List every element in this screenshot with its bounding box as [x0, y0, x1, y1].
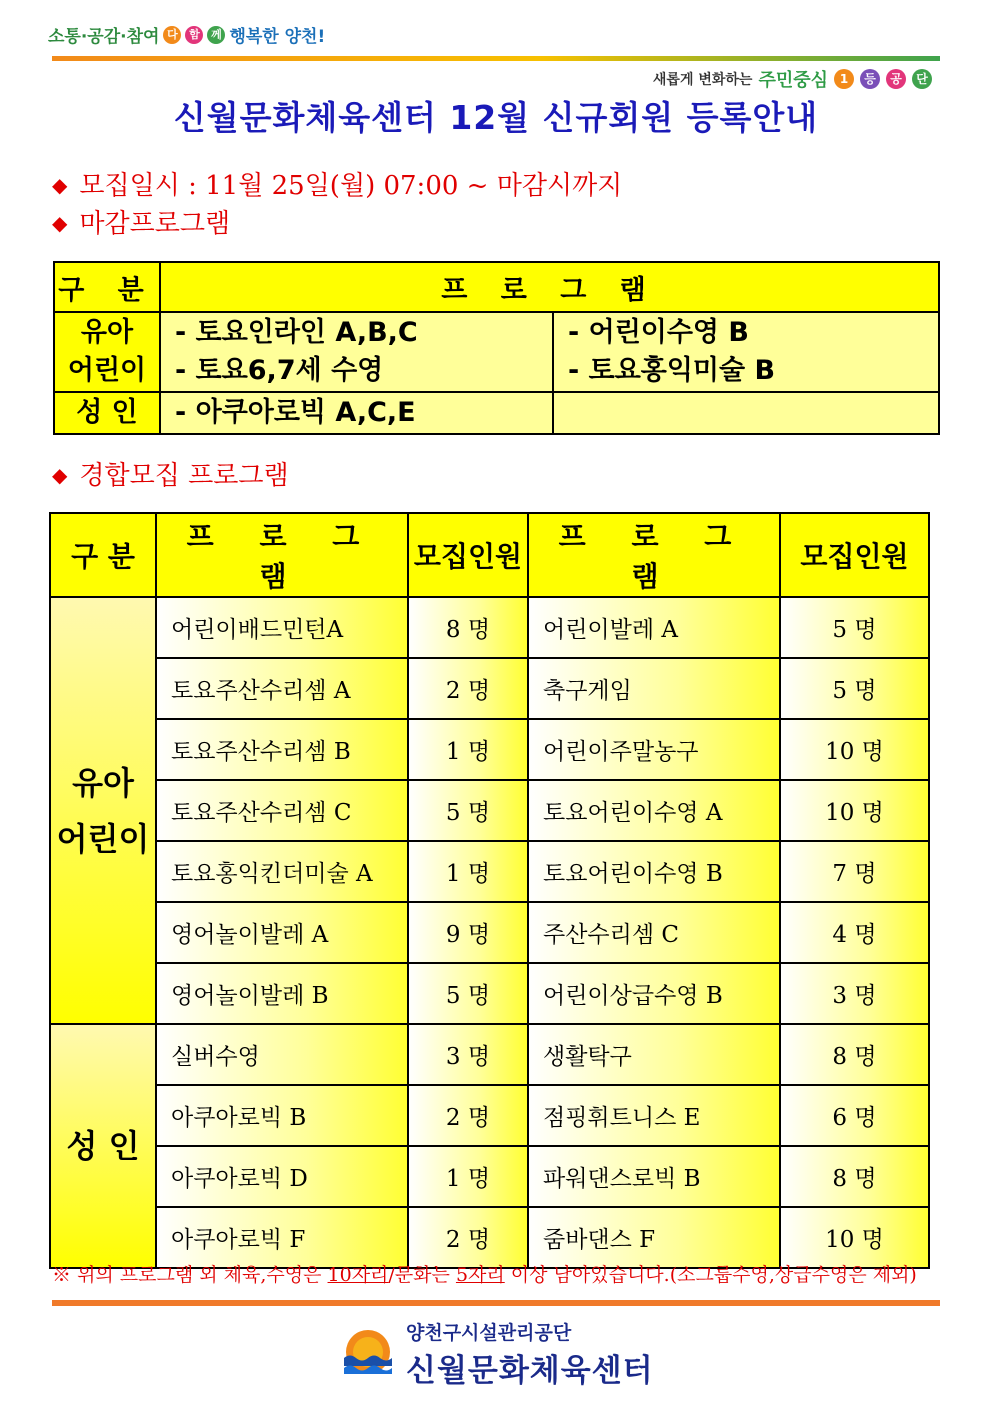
group-cell: 유아 어린이 — [54, 312, 160, 392]
note-part: /문화는 — [388, 1264, 450, 1286]
open-heading — [52, 455, 289, 492]
program-name-cell: 어린이주말농구 — [528, 719, 780, 780]
capacity-cell: 9 명 — [408, 902, 528, 963]
program-name-cell: 토요주산수리셈 A — [156, 658, 408, 719]
sun-wave-logo-icon — [340, 1326, 396, 1382]
capacity-cell: 10 명 — [780, 780, 929, 841]
table-row — [50, 597, 929, 658]
open-program-table — [49, 512, 930, 1269]
table-row — [50, 1085, 929, 1146]
program-name-cell: 토요어린이수영 B — [528, 841, 780, 902]
sub-slogan — [653, 66, 932, 92]
sub-slogan-highlight: 주민중심 — [758, 70, 828, 91]
diamond-icon: ◆ — [52, 173, 68, 197]
program-name-cell: 아쿠아로빅 F — [156, 1207, 408, 1268]
recruit-date-line — [52, 165, 622, 202]
slogan-suffix: 행복한 양천! — [229, 27, 326, 47]
top-divider — [52, 56, 940, 61]
table-row — [50, 658, 929, 719]
program-name-cell: 토요홍익킨더미술 A — [156, 841, 408, 902]
capacity-cell: 5 명 — [780, 597, 929, 658]
table-row — [50, 1207, 929, 1268]
table-row — [50, 902, 929, 963]
header-cell: 구 분 — [50, 513, 156, 597]
note-part: 이상 남아있습니다.(소그룹수영,상급수영은 제외) — [510, 1264, 917, 1286]
capacity-cell: 1 명 — [408, 841, 528, 902]
diamond-icon: ◆ — [52, 463, 68, 487]
program-name-cell: 어린이배드민턴A — [156, 597, 408, 658]
header-cell: 모집인원 — [780, 513, 929, 597]
group-cell: 유아 어린이 — [50, 597, 156, 1024]
recruit-date-text: 모집일시 : 11월 25일(월) 07:00 ~ 마감시까지 — [79, 171, 623, 201]
footnote — [52, 1260, 917, 1287]
program-name-cell: 실버수영 — [156, 1024, 408, 1085]
capacity-cell: 8 명 — [780, 1024, 929, 1085]
header-cell: 프 로 그 램 — [160, 262, 939, 312]
capacity-cell: 10 명 — [780, 1207, 929, 1268]
program-item: - 토요홍익미술 B — [568, 355, 776, 386]
program-name-cell: 영어놀이발레 B — [156, 963, 408, 1024]
program-name-cell: 축구게임 — [528, 658, 780, 719]
note-underline: 5자리 — [455, 1264, 505, 1286]
group-cell: 성 인 — [50, 1024, 156, 1268]
header-cell: 모집인원 — [408, 513, 528, 597]
capacity-cell: 2 명 — [408, 1085, 528, 1146]
note-mark: ※ — [52, 1264, 72, 1286]
header-cell: 프 로 그 램 — [156, 513, 408, 597]
program-item: - 토요6,7세 수영 — [175, 355, 384, 386]
program-name-cell: 영어놀이발레 A — [156, 902, 408, 963]
capacity-cell: 5 명 — [408, 780, 528, 841]
capacity-cell: 3 명 — [408, 1024, 528, 1085]
sub-badge-1: 1 — [834, 69, 854, 89]
capacity-cell: 5 명 — [408, 963, 528, 1024]
slogan-badge-2: 함 — [185, 26, 203, 44]
note-part: 위의 프로그램 외 체육,수영은 — [77, 1264, 322, 1286]
capacity-cell: 10 명 — [780, 719, 929, 780]
footer — [340, 1318, 654, 1390]
sub-badge-4: 단 — [912, 69, 932, 89]
program-name-cell: 점핑휘트니스 E — [528, 1085, 780, 1146]
program-cell — [553, 312, 939, 392]
program-name-cell: 토요주산수리셈 C — [156, 780, 408, 841]
table-row — [50, 1024, 929, 1085]
program-item: - 어린이수영 B — [568, 317, 749, 348]
program-name-cell: 생활탁구 — [528, 1024, 780, 1085]
table-row — [50, 1146, 929, 1207]
closed-heading-text: 마감프로그램 — [79, 209, 231, 239]
bottom-divider — [52, 1300, 940, 1306]
program-name-cell: 줌바댄스 F — [528, 1207, 780, 1268]
page-title: 신월문화체육센터 12월 신규회원 등록안내 — [173, 98, 819, 137]
capacity-cell: 2 명 — [408, 1207, 528, 1268]
note-underline: 10자리 — [327, 1264, 389, 1286]
capacity-cell: 3 명 — [780, 963, 929, 1024]
open-heading-text: 경합모집 프로그램 — [79, 461, 289, 491]
capacity-cell: 8 명 — [780, 1146, 929, 1207]
header-cell: 구 분 — [54, 262, 160, 312]
header-slogan — [48, 22, 325, 47]
group-cell: 성 인 — [54, 392, 160, 434]
program-item: - 아쿠아로빅 A,C,E — [175, 397, 416, 428]
capacity-cell: 1 명 — [408, 1146, 528, 1207]
sub-badge-2: 등 — [860, 69, 880, 89]
capacity-cell: 1 명 — [408, 719, 528, 780]
program-name-cell: 파워댄스로빅 B — [528, 1146, 780, 1207]
program-cell — [160, 392, 553, 434]
footer-center: 신월문화체육센터 — [406, 1353, 654, 1389]
program-name-cell: 토요어린이수영 A — [528, 780, 780, 841]
slogan-badge-3: 께 — [207, 26, 225, 44]
capacity-cell: 4 명 — [780, 902, 929, 963]
diamond-icon: ◆ — [52, 211, 68, 235]
capacity-cell: 2 명 — [408, 658, 528, 719]
slogan-badge-1: 다 — [163, 26, 181, 44]
capacity-cell: 6 명 — [780, 1085, 929, 1146]
table-row — [50, 780, 929, 841]
table-row — [50, 719, 929, 780]
footer-org: 양천구시설관리공단 — [406, 1322, 572, 1344]
capacity-cell: 5 명 — [780, 658, 929, 719]
program-name-cell: 어린이발레 A — [528, 597, 780, 658]
closed-heading — [52, 203, 230, 240]
program-item: - 토요인라인 A,B,C — [175, 317, 418, 348]
program-name-cell: 주산수리셈 C — [528, 902, 780, 963]
closed-program-table — [53, 261, 940, 435]
slogan-prefix: 소통·공감·참여 — [48, 27, 160, 47]
program-name-cell: 어린이상급수영 B — [528, 963, 780, 1024]
sub-slogan-prefix: 새롭게 변화하는 — [652, 72, 753, 88]
capacity-cell: 7 명 — [780, 841, 929, 902]
table-row — [50, 963, 929, 1024]
program-cell — [553, 392, 939, 434]
capacity-cell: 8 명 — [408, 597, 528, 658]
sub-badge-3: 공 — [886, 69, 906, 89]
program-name-cell: 아쿠아로빅 B — [156, 1085, 408, 1146]
header-cell: 프 로 그 램 — [528, 513, 780, 597]
table-row — [50, 841, 929, 902]
program-cell — [160, 312, 553, 392]
program-name-cell: 아쿠아로빅 D — [156, 1146, 408, 1207]
program-name-cell: 토요주산수리셈 B — [156, 719, 408, 780]
